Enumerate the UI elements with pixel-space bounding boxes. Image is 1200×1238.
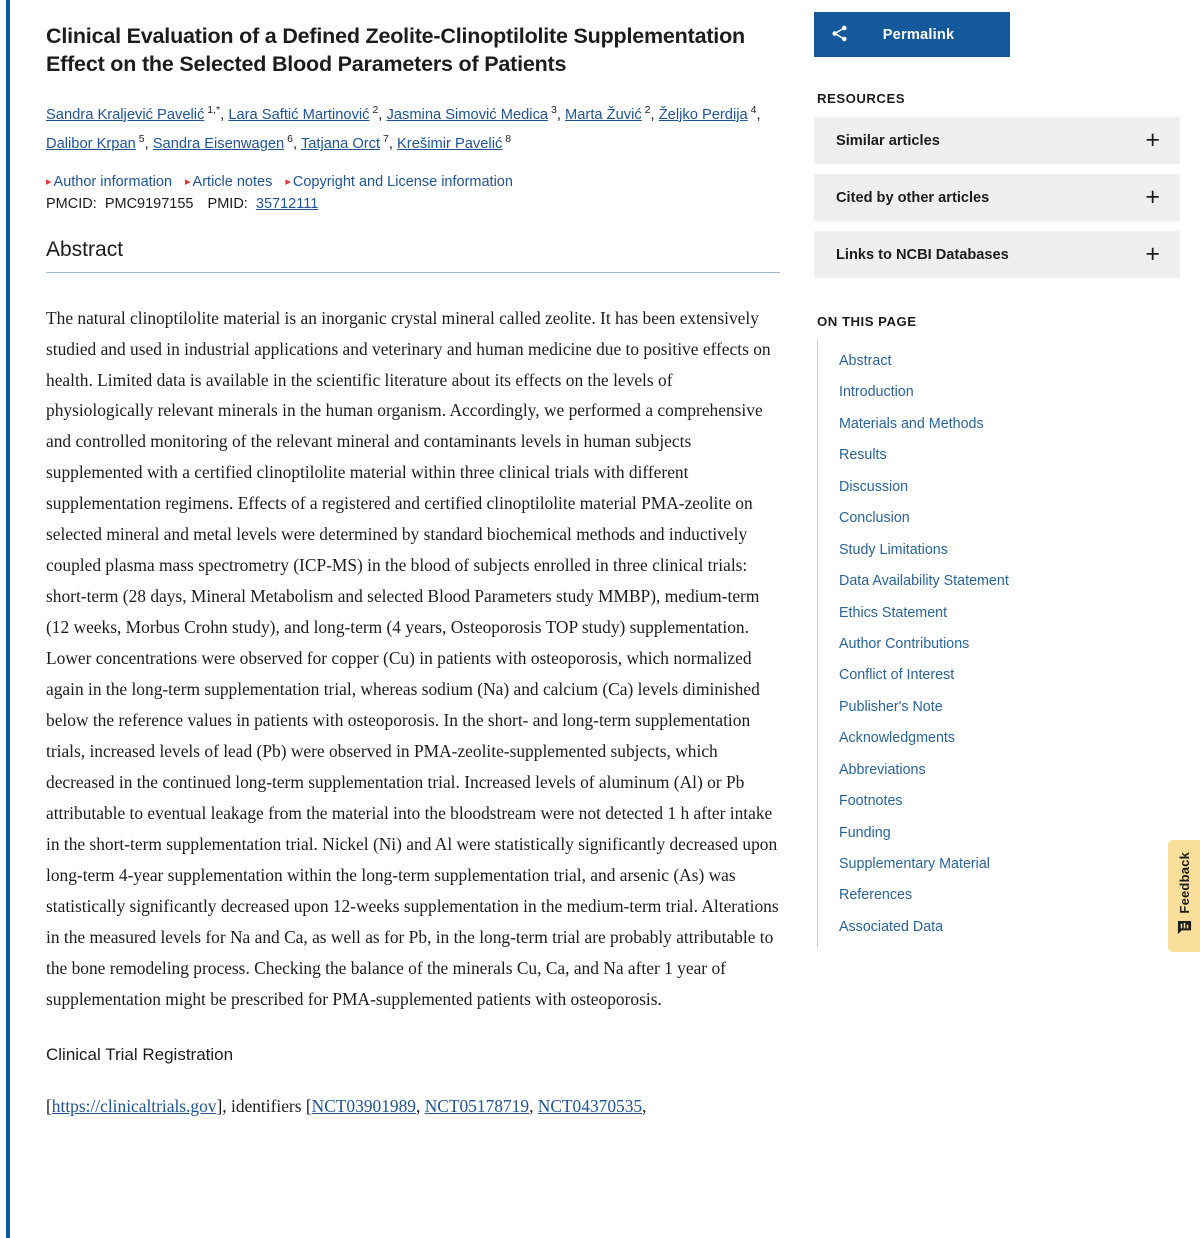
on-this-page-item (818, 440, 1180, 471)
on-this-page-link[interactable]: Materials and Methods (839, 415, 984, 432)
meta-link[interactable]: Article notes (192, 173, 273, 190)
author-affiliation-marker: 6 (284, 133, 293, 146)
author-link[interactable]: Jasmina Simović Medica (386, 106, 549, 123)
author-affiliation-marker: 3 (548, 103, 557, 116)
on-this-page-link[interactable]: Supplementary Material (839, 856, 990, 872)
feedback-tab[interactable] (1168, 840, 1200, 952)
article-meta-links (46, 174, 780, 190)
author-separator: , (292, 136, 301, 153)
clinicaltrials-url-link[interactable]: https://clinicaltrials.gov (51, 1095, 217, 1116)
on-this-page-link[interactable]: Conclusion (839, 510, 910, 527)
on-this-page-item (818, 409, 1180, 440)
resource-row-label: Links to NCBI Databases (836, 246, 1009, 263)
abstract-heading: Abstract (46, 238, 780, 273)
trial-identifiers-label: ], identifiers [ (216, 1095, 312, 1116)
author-separator: , (378, 106, 387, 123)
author-link[interactable]: Dalibor Krpan (46, 136, 136, 153)
abstract-body (46, 303, 780, 1015)
article-sidebar (800, 0, 1200, 947)
author-separator: , (144, 136, 153, 153)
on-this-page-link[interactable]: Publisher's Note (839, 698, 943, 715)
pmcid-label: PMCID: (46, 195, 97, 212)
on-this-page-list (817, 340, 1180, 947)
author-link[interactable]: Marta Žuvić (565, 106, 642, 123)
on-this-page-item (818, 692, 1180, 723)
on-this-page-item (818, 377, 1180, 408)
expand-triangle-icon: ▸ (285, 175, 291, 188)
author-affiliation-marker: 4 (747, 103, 757, 116)
abstract-paragraph: The natural clinoptilolite material is an inorganic crystal mineral called zeolite. It has been extensively studied and used in industrial applications and veterinary and human medicine due to positive effects on health. Limited data is available in the scientific literature about its effects on the levels of physiologically relevant minerals in the human organism. Accordingly, we performed a comprehensive and controlled monitoring of the relevant mineral and contaminants levels in human subjects supplemented with a certified clinoptilolite material within three clinical trials with different supplementation regimens. Effects of a registered and certified clinoptilolite material PMA-zeolite on selected mineral and metal levels were determined by standard biochemical methods and inductively coupled plasma mass spectrometry (ICP-MS) in the blood of subjects enrolled in three clinical trials: short-term (28 days, Mineral Metabolism and selected Blood Parameters study MMBP), medium-term (12 weeks, Morbus Crohn study), and long-term (4 years, Osteoporosis TOP study) supplementation. Lower concentrations were observed for copper (Cu) in patients with osteoporosis, which normalized again in the long-term supplementation trial, whereas sodium (Na) and calcium (Ca) levels diminished below the reference values in patients with osteoporosis. In the short- and long-term supplementation trials, increased levels of lead (Pb) were observed in PMA-zeolite-supplemented subjects, which decreased in the continued long-term supplementation trial. Increased levels of aluminum (Al) or Pb attributable to eventual leakage from the material into the bloodstream were not detected 1 h after intake in the short-term supplementation trial. Nickel (Ni) and Al were statistically significantly decreased upon long-term 4-year supplementation within the long-term supplementation trial, and arsenic (As) was statistically significantly decreased upon 12-weeks supplementation in the medium-term trial. Alterations in the measured levels for Na and Ca, as well as for Pb, in the long-term trial are probably attributable to the bone remodeling process. Checking the balance of the minerals Cu, Ca, and Na after 1 year of supplementation might be prescribed for PMA-supplemented patients with osteoporosis. (46, 307, 779, 1009)
on-this-page-item (818, 598, 1180, 629)
author-separator: , (388, 136, 398, 153)
trial-id-link[interactable]: NCT03901989 (311, 1095, 416, 1116)
trial-bracket-open: [ (46, 1095, 52, 1116)
on-this-page-item (818, 503, 1180, 534)
chart-bar-icon (1177, 920, 1192, 940)
author-affiliation-marker: 2 (641, 103, 651, 116)
on-this-page-item (818, 660, 1180, 691)
meta-link[interactable]: Copyright and License information (292, 173, 513, 190)
trial-id-separator: , (416, 1095, 425, 1116)
author-link[interactable]: Sandra Kraljević Pavelić (46, 106, 205, 123)
author-separator: , (220, 106, 229, 123)
on-this-page-item (818, 723, 1180, 754)
on-this-page-link[interactable]: References (839, 887, 913, 904)
on-this-page-link[interactable]: Author Contributions (839, 635, 970, 652)
pmcid-value: PMC9197155 (104, 195, 194, 212)
clinical-trial-registration-body (46, 1091, 780, 1122)
on-this-page-link[interactable]: Abbreviations (839, 761, 926, 778)
on-this-page-item (818, 912, 1180, 943)
resource-accordion-row[interactable] (814, 174, 1180, 221)
on-this-page-item (818, 849, 1180, 880)
clinical-trial-registration-heading: Clinical Trial Registration (46, 1044, 234, 1064)
plus-icon[interactable]: + (1145, 240, 1160, 268)
author-link[interactable]: Tatjana Orct (300, 136, 381, 153)
on-this-page-item (818, 346, 1180, 377)
feedback-label: Feedback (1176, 852, 1192, 914)
permalink-button-label: Permalink (882, 26, 955, 43)
resource-row-label: Cited by other articles (836, 189, 990, 206)
resource-row-label: Similar articles (836, 132, 940, 149)
on-this-page-item (818, 755, 1180, 786)
author-affiliation-marker: 8 (502, 133, 512, 146)
trial-id-separator: , (642, 1095, 647, 1116)
on-this-page-link[interactable]: Introduction (839, 384, 914, 401)
on-this-page-item (818, 566, 1180, 597)
resources-caption: RESOURCES (817, 91, 906, 106)
on-this-page-link[interactable]: Acknowledgments (839, 730, 956, 747)
author-list (46, 101, 780, 160)
on-this-page-link[interactable]: Results (839, 447, 887, 464)
plus-icon[interactable]: + (1145, 183, 1160, 211)
resources-list (814, 117, 1180, 278)
on-this-page-item (818, 818, 1180, 849)
on-this-page-link[interactable]: Study Limitations (839, 541, 948, 558)
author-link[interactable]: Željko Perdija (658, 106, 748, 123)
pmid-label: PMID: (207, 195, 248, 212)
author-separator: , (556, 106, 566, 123)
trial-id-link[interactable]: NCT04370535 (537, 1095, 643, 1116)
article-identifiers (46, 196, 780, 212)
author-link[interactable]: Lara Saftić Martinović (228, 106, 370, 123)
on-this-page-link[interactable]: Associated Data (839, 918, 944, 935)
author-separator: , (650, 106, 659, 123)
on-this-page-item (818, 786, 1180, 817)
meta-link[interactable]: Author information (53, 173, 173, 190)
on-this-page-link[interactable]: Footnotes (839, 793, 903, 810)
author-link[interactable]: Krešimir Pavelić (397, 136, 503, 153)
on-this-page-item (818, 880, 1180, 911)
on-this-page-link[interactable]: Ethics Statement (839, 604, 948, 621)
author-affiliation-marker: 1,* (204, 103, 221, 116)
trial-id-link[interactable]: NCT05178719 (424, 1095, 530, 1116)
author-separator: , (756, 106, 761, 123)
plus-icon[interactable]: + (1145, 126, 1160, 154)
on-this-page-link[interactable]: Abstract (839, 353, 892, 369)
author-affiliation-marker: 7 (380, 133, 389, 146)
expand-triangle-icon: ▸ (46, 175, 52, 188)
expand-triangle-icon: ▸ (185, 175, 191, 188)
author-link[interactable]: Sandra Eisenwagen (152, 136, 285, 153)
resource-accordion-row[interactable] (814, 117, 1180, 164)
on-this-page-caption: ON THIS PAGE (817, 314, 917, 329)
on-this-page-link[interactable]: Funding (839, 824, 891, 841)
share-icon (830, 24, 849, 46)
author-affiliation-marker: 5 (135, 133, 145, 146)
on-this-page-item (818, 472, 1180, 503)
on-this-page-link[interactable]: Data Availability Statement (839, 573, 1009, 590)
page-title: Clinical Evaluation of a Defined Zeolite-Clinoptilolite Supplementation Effect on the Selected Blood Parameters of Patients (46, 24, 745, 77)
trial-id-separator: , (529, 1095, 538, 1116)
permalink-button[interactable] (814, 12, 1010, 57)
resource-accordion-row[interactable] (814, 231, 1180, 278)
on-this-page-item (818, 535, 1180, 566)
on-this-page-item (818, 629, 1180, 660)
on-this-page-link[interactable]: Conflict of Interest (839, 667, 955, 684)
author-affiliation-marker: 2 (369, 103, 379, 116)
on-this-page-link[interactable]: Discussion (839, 478, 909, 495)
pmid-link[interactable]: 35712111 (255, 195, 319, 212)
